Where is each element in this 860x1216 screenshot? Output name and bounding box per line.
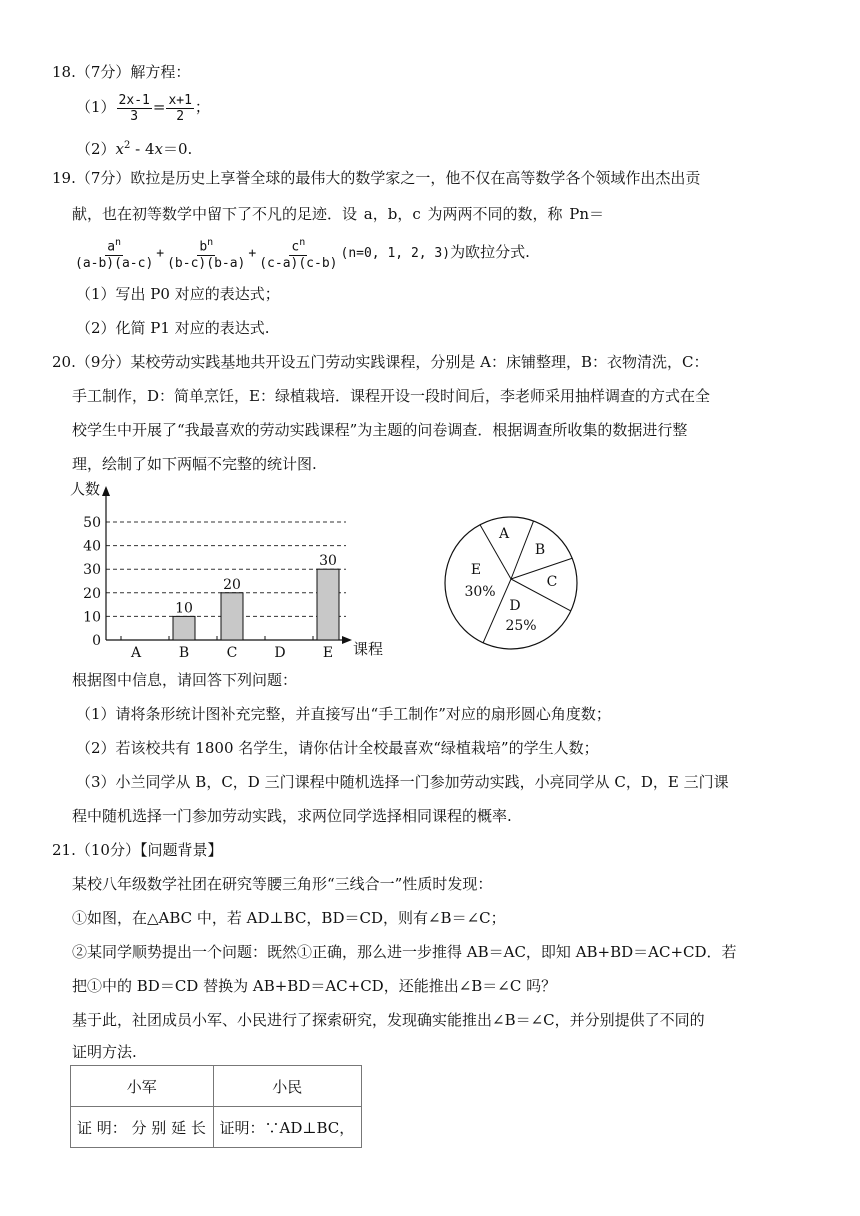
- x-tick-label: E: [322, 645, 334, 660]
- q20-line3: 校学生中开展了“我最喜欢的劳动实践课程”为主题的问卷调查．根据调查所收集的数据进行整: [72, 421, 688, 439]
- pie-slice-label: D: [509, 598, 521, 614]
- q21-line3: ②某同学顺势提出一个问题：既然①正确，那么进一步推得 AB＝AC，即知 AB+BD＝AC+CD．若: [72, 943, 737, 961]
- q21-title: 21.（10分）【问题背景】: [52, 841, 223, 859]
- q21-line4: 把①中的 BD＝CD 替换为 AB+BD＝AC+CD，还能推出∠B＝∠C 吗？: [72, 977, 557, 995]
- x-tick-label: B: [178, 645, 190, 660]
- pie-chart: [436, 508, 586, 658]
- q20-sub3b: 程中随机选择一门参加劳动实践，求两位同学选择相同课程的概率.: [72, 807, 512, 825]
- bar-data-label: 20: [223, 576, 241, 593]
- proof-header-xiaomin: 小民: [213, 1066, 361, 1107]
- q18-p1-end: ；: [194, 98, 210, 116]
- q20-line1: 20.（9分）某校劳动实践基地共开设五门劳动实践课程，分别是 A：床铺整理，B：衣物清洗，C：: [52, 353, 709, 371]
- q18-right-fraction: $\frac{x+1}{2}$: [168, 92, 192, 124]
- bar: [173, 616, 195, 640]
- q20-line4: 理，绘制了如下两幅不完整的统计图.: [72, 455, 317, 473]
- q21-line6: 证明方法.: [72, 1043, 137, 1061]
- y-axis-arrow: [102, 486, 110, 496]
- q20-sub3a: （3）小兰同学从 B，C，D 三门课程中随机选择一门参加劳动实践，小亮同学从 C，D，E 三门课: [76, 773, 729, 791]
- y-tick-label: 0: [92, 633, 101, 649]
- q19-fraction-b: $\frac{b^n}{(b-c)(b-a)}$: [167, 237, 246, 271]
- q19-condition: (n=0, 1, 2, 3): [340, 246, 451, 261]
- proof-cell-xiaojun: 证 明： 分 别 延 长: [71, 1107, 214, 1148]
- y-axis-title: 人数: [70, 480, 101, 498]
- bar-data-label: 30: [319, 553, 337, 570]
- proof-header-xiaojun: 小军: [71, 1066, 214, 1107]
- q19-sub1: （1）写出 P0 对应的表达式；: [76, 285, 280, 303]
- x-tick-label: D: [274, 645, 286, 660]
- q18-part1: [76, 90, 210, 124]
- y-tick-label: 10: [83, 609, 101, 626]
- x-axis-title: 课程: [353, 640, 384, 658]
- q19-fraction-a: $\frac{a^n}{(a-b)(a-c)}$: [75, 237, 154, 271]
- q19-condition-tail: 为欧拉分式.: [450, 243, 530, 261]
- q19-line2: 献，也在初等数学中留下了不凡的足迹．设 a，b，c 为两两不同的数，称 Pn＝: [72, 205, 605, 223]
- q21-line2: ①如图，在△ABC 中，若 AD⊥BC，BD＝CD，则有∠B＝∠C；: [72, 909, 506, 927]
- pie-slice-label: C: [546, 574, 558, 590]
- y-tick-label: 30: [83, 562, 101, 579]
- y-tick-label: 20: [83, 585, 101, 602]
- pie-slice-percent: 25%: [505, 618, 537, 634]
- q20-intro: 根据图中信息，请回答下列问题：: [72, 671, 298, 689]
- q18-p1-label: （1）: [76, 98, 116, 116]
- pie-slice-label: E: [470, 562, 482, 578]
- q18-title: 18.（7分）解方程：: [52, 63, 191, 81]
- pie-slice-percent: 30%: [464, 584, 496, 600]
- q19-euler-formula: $\frac{a^n}{(a-b)(a-c)}$ + $\frac{b^n}{(b-c)(b-a)}$ + $\frac{c^n}{(c-a)(c-b)}$ (n=0, 1, 2, 3)为欧拉分式.: [75, 237, 530, 271]
- pie-slice-label: B: [534, 542, 546, 558]
- bar: [221, 593, 243, 640]
- pie-slice-label: A: [498, 526, 510, 542]
- q19-line1: 19.（7分）欧拉是历史上享誉全球的最伟大的数学家之一，他不仅在高等数学各个领域作出杰出贡: [52, 169, 701, 187]
- q19-fraction-c: $\frac{c^n}{(c-a)(c-b)}$: [259, 237, 338, 271]
- x-tick-label: A: [130, 645, 142, 660]
- q18-left-fraction: $\frac{2x-1}{3}$: [118, 92, 150, 124]
- bar: [317, 569, 339, 640]
- q19-sub2: （2）化简 P1 对应的表达式.: [76, 319, 270, 337]
- q21-line5: 基于此，社团成员小军、小民进行了探索研究，发现确实能推出∠B＝∠C，并分别提供了不同的: [72, 1011, 705, 1029]
- q20-sub2: （2）若该校共有 1800 名学生，请你估计全校最喜欢“绿植栽培”的学生人数；: [76, 739, 599, 757]
- q20-line2: 手工制作，D：简单烹饪，E：绿植栽培．课程开设一段时间后，李老师采用抽样调查的方式在全: [72, 387, 710, 405]
- q21-line1: 某校八年级数学社团在研究等腰三角形“三线合一”性质时发现：: [72, 875, 493, 893]
- x-axis-arrow: [342, 636, 352, 644]
- bar-data-label: 10: [175, 600, 193, 617]
- q18-part2: $(2)x^2 - 4x=0$.: [76, 140, 193, 158]
- q20-sub1: （1）请将条形统计图补充完整，并直接写出“手工制作”对应的扇形圆心角度数；: [76, 705, 611, 723]
- bar-chart: [60, 478, 390, 660]
- q18-equals: =: [152, 98, 166, 116]
- x-tick-label: C: [226, 645, 238, 660]
- proof-table: [70, 1065, 362, 1148]
- proof-cell-xiaomin: 证明：∵AD⊥BC，: [213, 1107, 361, 1148]
- y-tick-label: 50: [83, 515, 101, 531]
- y-tick-label: 40: [83, 538, 101, 555]
